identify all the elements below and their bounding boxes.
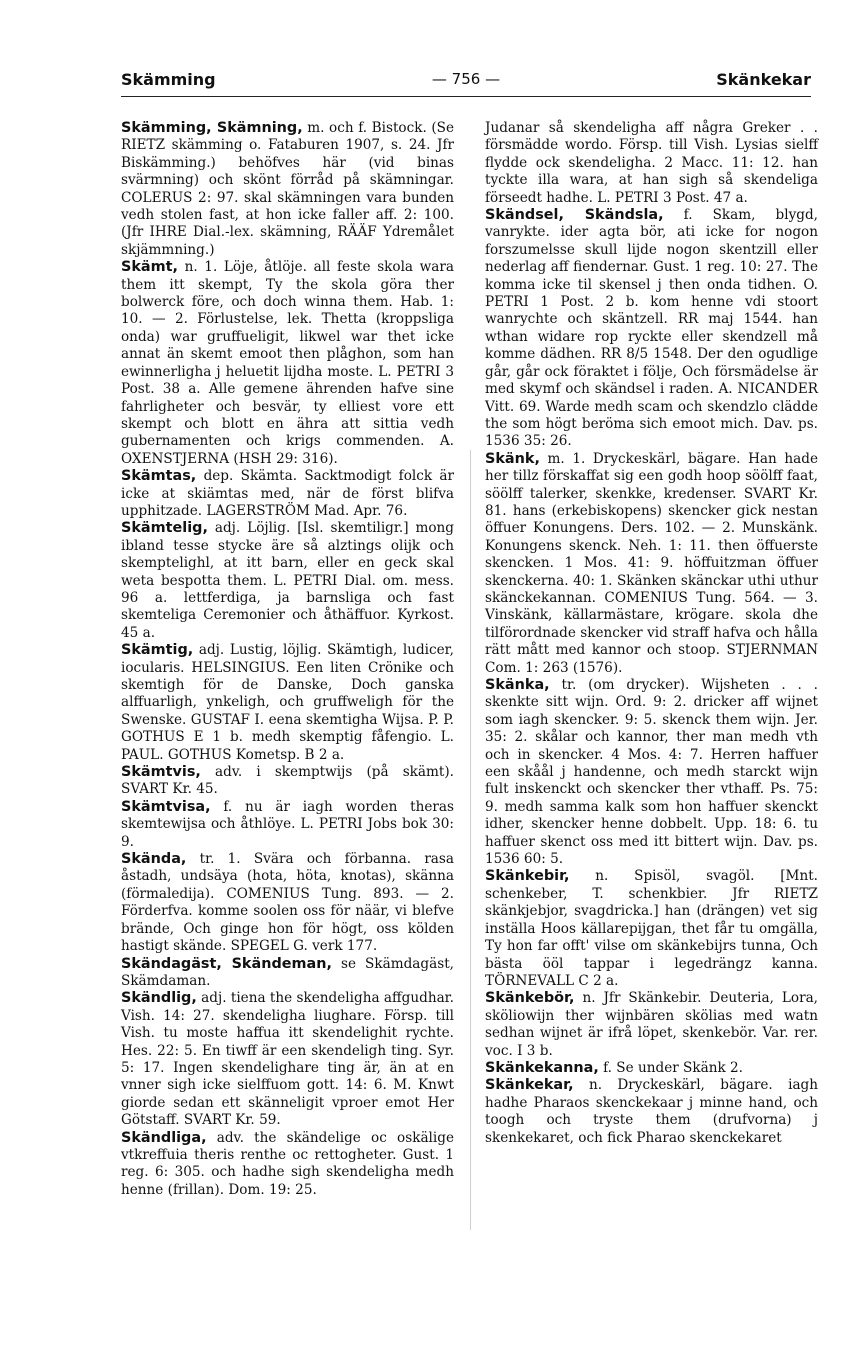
entry-text: tr. (om drycker). Wijsheten . . . skenkte sitt wijn. Ord. 9: 2. dricker aff wijnet som iagh skencker. 9: 5. skenck them wijn. Jer. 35: 2. skålar och kannor, ther man medh vth och in skencker. 4 Mos. 4: 7. Herren haffuer een skåål j handenne, och medh starckt wijn fult inskenckt och skencker ther vthaff. Ps. 75: 9. medh samma kalk som hon haffuer skenckt idher, skencker henne dobbelt. Upp. 18: 6. tu haffuer skenct oss med itt bittert wijn. Dav. ps. 1536 60: 5. — [485, 677, 818, 868]
entry-text: adj. Löjlig. [Isl. skemtiligr.] mong ibland tesse stycke äre så alztings olijk och skemptelighl, at itt barn, eller en geck skal weta bespotta them. L. PETRI Dial. om. mess. 96 a. lettferdiga, ja barnsliga och fast skemteliga Ceremonier och åthäffuor. Kyrkost. 45 a. — [121, 520, 454, 641]
entry-text: f. Se under Skänk 2. — [598, 1059, 743, 1076]
dictionary-entry — [121, 990, 454, 1129]
dictionary-entry — [485, 207, 818, 451]
headword: Skändlig, — [121, 990, 197, 1007]
headword: Skämtvis, — [121, 764, 201, 781]
headword: Skämtig, — [121, 642, 194, 659]
dictionary-entry — [121, 799, 454, 851]
dictionary-entry — [121, 468, 454, 520]
dictionary-entry — [121, 520, 454, 642]
headword: Skändagäst, Skändeman, — [121, 955, 332, 972]
entry-text: adv. i skemptwijs (på skämt). SVART Kr. 45. — [121, 764, 454, 798]
right-column — [485, 120, 818, 1147]
dictionary-entry — [121, 956, 454, 991]
headword: Skämming, Skämning, — [121, 120, 303, 136]
dictionary-entry — [121, 851, 454, 955]
left-column — [121, 120, 454, 1199]
entry-text: n. Dryckeskärl, bägare. iagh hadhe Pharaos skenckekaar j minne hand, och toogh och tryste them (drufvorna) j skenkekaret, och fick Pharao skenckekaret — [485, 1077, 818, 1146]
entry-text: adv. the skändelige oc oskälige vtkreffuia theris renthe oc rettogheter. Gust. 1 reg. 6: 305. och hadhe sigh skendeligha medh henne (frillan). Dom. 19: 25. — [121, 1129, 454, 1198]
entry-text: tr. 1. Svära och förbanna. rasa åstadh, undsäya (hota, höta, knotas), skänna (förmaledija). COMENIUS Tung. 893. — 2. Förderfva. komme soolen oss för näär, vi blefve brände, Och ginge hon för högt, oss kölden hastigt skände. SPEGEL G. verk 177. — [121, 851, 454, 955]
entry-text: adj. tiena the skendeligha affgudhar. Vish. 14: 27. skendeligha liughare. Försp. till Vish. tu moste haffua itt skendelighit rychte. Hes. 22: 5. En tiwff är een skendeligh ting. Syr. 5: 17. Ingen skendelighare ting är, än at en vnner sigh icke sielffuom gott. 14: 6. M. Knwt giorde sedan ett skännеligit vproer emot Her Götstaff. SVART Kr. 59. — [121, 990, 454, 1129]
entry-text: se Skämdagäst, Skämdaman. — [121, 955, 454, 989]
headword: Skänk, — [485, 450, 540, 467]
dictionary-entry — [485, 677, 818, 868]
entry-text: f. Skam, blygd, vanrykte. ider agta bör, ati icke for nogon forszumelsse skull lijde nogon skentzill eller nederlag aff fiendernar. Gust. 1 reg. 10: 27. The komma icke til skensel j then onda tidhen. O. PETRI 1 Post. 2 b. kom henne vdi stoort wanrychte och skäntzell. RR maj 1544. han wthan widare rop ryckte eller skendzell må komme dädhen. RR 8/5 1548. Der den ogudlige går, går ock föraktet i följe, Och försmädelse är med skymf och skändsel i raden. A. NICANDER Vitt. 69. Warde medh scam och skendzlo clädde the som högt beröma sich emoot mich. Dav. ps. 1536 35: 26. — [485, 207, 818, 450]
headword: Skänkebör, — [485, 990, 575, 1007]
headword: Skänkekanna, — [485, 1059, 599, 1076]
headword: Skämtvisa, — [121, 798, 211, 815]
entry-text: Judanar så skendeligha aff några Greker . . försmädde wordo. Försp. till Vish. Lysias sielff flydde ock skendeligha. 2 Macc. 11: 12. han tyckte illa wara, at han sigh så skendeliga förseedt hadhe. L. PETRI 3 Post. 47 a. — [485, 120, 818, 206]
dictionary-entry — [485, 451, 818, 677]
header-last-word: Skänkekar — [716, 70, 811, 89]
header-first-word: Skämming — [121, 70, 216, 89]
headword: Skämtelig, — [121, 520, 208, 537]
dictionary-entry — [121, 259, 454, 468]
entry-text: f. nu är iagh worden theras skemtewijsa och åthlöye. L. PETRI Jobs bok 30: 9. — [121, 798, 454, 850]
header-rule — [121, 96, 811, 97]
dictionary-entry — [485, 868, 818, 990]
headword: Skändsel, Skändsla, — [485, 207, 664, 224]
entry-text: n. Spisöl, svagöl. [Mnt. schenkeber, T. schenkbier. Jfr RIETZ skänkjebjor, svagdricka.] han (drängen) vet sig inställa Hoos källarepijgan, thet får tu omgälla, Ty hon far offt' vilse om skänkebijrs tunna, Och bästa ööl tappar i legedrängz kanna. TÖRNEVALL C 2 a. — [485, 868, 818, 989]
dictionary-entry-continued — [485, 120, 818, 207]
headword: Skända, — [121, 851, 187, 868]
entry-text: m. 1. Dryckeskärl, bägare. Han hade her tillz förskaffat sig een godh hoop söölff faat, söölff talerker, skenkke, kredenser. SVART Kr. 81. hans (erkebiskopens) skencker gick nestan öffuer Konungens. Ders. 102. — 2. Munskänk. Konungens skenck. Neh. 1: 11. then öffuerste skencken. 1 Mos. 41: 9. höffuitzman öffuer skenckerna. 40: 1. Skänken skänckar uthi uthur skänckekannan. COMENIUS Tung. 564. — 3. Vinskänk, källarmästare, krögare. skola dhe tilförordnade skencker vid straff hafva och hålla rätt mått med kannor och stoop. STJERNMAN Com. 1: 263 (1576). — [485, 450, 818, 676]
entry-text: n. Jfr Skänkebir. Deuteria, Lora, sköliowijn ther wijnbären skölias med watn sedhan wijnet är ifrå löpet, skenkebör. Var. rer. voc. I 3 b. — [485, 990, 818, 1059]
headword: Skämt, — [121, 259, 178, 276]
headword: Skänkekar, — [485, 1077, 574, 1094]
dictionary-entry — [121, 764, 454, 799]
headword: Skänka, — [485, 677, 550, 693]
dictionary-entry — [485, 1060, 818, 1077]
entry-text: dep. Skämta. Sacktmodigt folck är icke at skiämtas med, när de först blifva upphitzade. LAGERSTRÖM Mad. Apr. 76. — [121, 468, 454, 519]
headword: Skämtas, — [121, 468, 197, 485]
headword: Skänkebir, — [485, 868, 570, 885]
page-number: — 756 — — [431, 70, 501, 88]
entry-text: adj. Lustig, löjlig. Skämtigh, ludicer, iocularis. HELSINGIUS. Een liten Crönike och skemtigh för de Danske, Doch ganska alffuarligh, ynkeligh, och gruffweligh för the Swenske. GUSTAF I. eena skemtigha Wijsa. P. P. GOTHUS E 1 b. medh skemptig fåfengio. L. PAUL. GOTHUS Kometsp. B 2 a. — [121, 642, 454, 763]
dictionary-entry — [485, 990, 818, 1060]
column-divider — [470, 450, 471, 1230]
entry-text: m. och f. Bistock. (Se RIETZ skämming o. Fataburen 1907, s. 24. Jfr Biskämming.) behöfves här (vid binas svärmning) och skönt förråd på skämningar. COLERUS 2: 97. skal skämningen vara bunden vedh stolen fast, at hon icke faller aff. 2: 100. (Jfr IHRE Dial.-lex. skämning, RÄÄF Ydremålet skjämmning.) — [121, 120, 455, 258]
dictionary-entry — [121, 1130, 454, 1200]
dictionary-entry — [485, 1077, 818, 1147]
headword: Skändliga, — [121, 1129, 207, 1146]
dictionary-entry — [121, 642, 454, 764]
entry-text: n. 1. Löje, åtlöje. all feste skola wara them itt skempt, Ty the skola göra ther bolwerck före, och doch winna them. Hab. 1: 10. — 2. Förlustelse, lek. Thetta (kroppsliga onda) war gruffueligit, likwel war thet icke annat än skemt emoot then plåghon, som han ewinnerligha j heluetit lijdha moste. L. PETRI 3 Post. 38 a. Alle gemene ährenden hafve sine fahrligheter och besvär, ty elliest vore ett skempt och blott en ähra att sittia vedh gubernamenten och krigs commenden. A. OXENSTJERNA (HSH 29: 316). — [121, 259, 454, 467]
running-header — [121, 70, 811, 94]
dictionary-entry — [121, 120, 454, 259]
